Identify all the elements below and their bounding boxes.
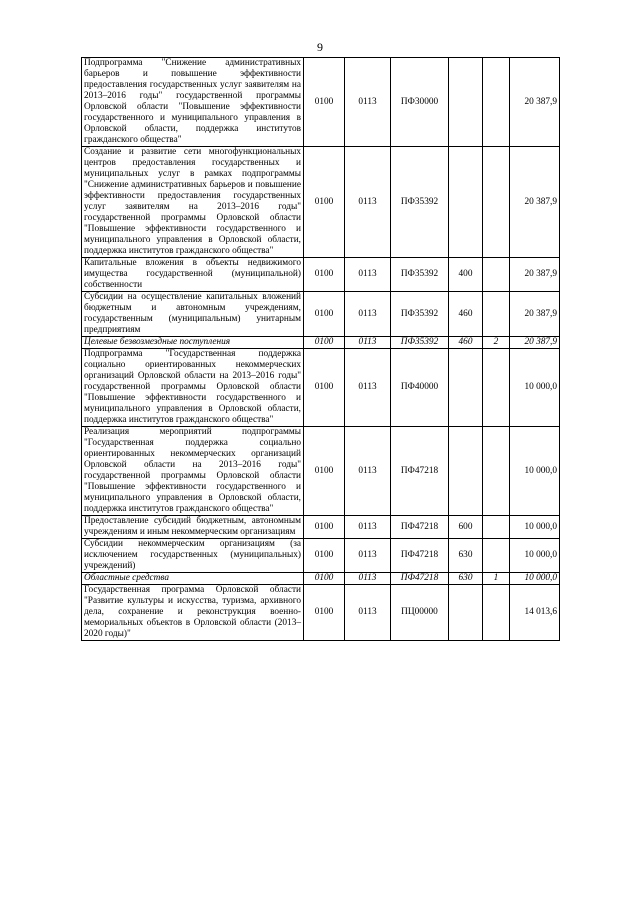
budget-table-body (82, 58, 560, 641)
table-row (82, 427, 560, 516)
row-expense-type (449, 147, 483, 258)
row-expense-type: 460 (449, 337, 483, 349)
row-sum: 14 013,6 (510, 585, 560, 641)
table-row (82, 516, 560, 539)
row-source-code (483, 585, 510, 641)
row-section: 0100 (304, 349, 345, 427)
row-sum: 20 387,9 (510, 337, 560, 349)
row-source-code (483, 258, 510, 292)
row-target-article: ПФ47218 (391, 516, 449, 539)
row-name: Создание и развитие сети многофункциональных центров предоставления государственных и муниципальных услуг в рамках подпрограммы "Снижение административных барьеров и повышение эффективности предоставления государственных услуг заявителям на 2013–2016 годы" государственной программы Орловской области "Повышение эффективности государственного и муниципального управления в Орловской области, поддержка институтов гражданского общества" (82, 147, 304, 258)
row-name: Капитальные вложения в объекты недвижимого имущества государственной (муниципальной) собственности (82, 258, 304, 292)
row-target-article: ПФ40000 (391, 349, 449, 427)
row-source-code (483, 349, 510, 427)
row-target-article: ПФ47218 (391, 539, 449, 573)
row-target-article: ПЦ00000 (391, 585, 449, 641)
row-subsection: 0113 (345, 539, 391, 573)
row-section: 0100 (304, 147, 345, 258)
row-subsection: 0113 (345, 292, 391, 337)
row-target-article: ПФ35392 (391, 337, 449, 349)
row-subsection: 0113 (345, 147, 391, 258)
row-name: Государственная программа Орловской области "Развитие культуры и искусства, туризма, архивного дела, сохранение и реконструкция военно-мемориальных объектов в Орловской области (2013–2020 годы)" (82, 585, 304, 641)
row-expense-type (449, 349, 483, 427)
table-row (82, 573, 560, 585)
row-source-code (483, 147, 510, 258)
table-row (82, 585, 560, 641)
row-subsection: 0113 (345, 585, 391, 641)
row-sum: 20 387,9 (510, 147, 560, 258)
row-expense-type (449, 427, 483, 516)
table-row (82, 147, 560, 258)
row-name: Подпрограмма "Государственная поддержка социально ориентированных некоммерческих организаций Орловской области на 2013–2016 годы" государственной программы Орловской области "Повышение эффективности государственного и муниципального управления в Орловской области, поддержка институтов гражданского общества" (82, 349, 304, 427)
row-sum: 20 387,9 (510, 58, 560, 147)
row-sum: 20 387,9 (510, 292, 560, 337)
row-section: 0100 (304, 573, 345, 585)
budget-table (81, 57, 560, 641)
row-sum: 10 000,0 (510, 573, 560, 585)
row-expense-type: 600 (449, 516, 483, 539)
row-sum: 10 000,0 (510, 516, 560, 539)
row-expense-type: 630 (449, 573, 483, 585)
table-row (82, 258, 560, 292)
row-expense-type (449, 585, 483, 641)
row-name: Предоставление субсидий бюджетным, автономным учреждениям и иным некоммерческим организациям (82, 516, 304, 539)
row-target-article: ПФ47218 (391, 573, 449, 585)
row-source-code (483, 539, 510, 573)
row-target-article: ПФ35392 (391, 292, 449, 337)
row-section: 0100 (304, 58, 345, 147)
row-name: Субсидии некоммерческим организациям (за исключением государственных (муниципальных) учреждений) (82, 539, 304, 573)
row-target-article: ПФ35392 (391, 258, 449, 292)
row-section: 0100 (304, 539, 345, 573)
row-expense-type: 630 (449, 539, 483, 573)
row-source-code (483, 292, 510, 337)
row-source-code (483, 58, 510, 147)
row-expense-type: 460 (449, 292, 483, 337)
row-section: 0100 (304, 292, 345, 337)
row-section: 0100 (304, 516, 345, 539)
row-target-article: ПФ30000 (391, 58, 449, 147)
row-name: Реализация мероприятий подпрограммы "Государственная поддержка социально ориентированных некоммерческих организаций Орловской области на 2013–2016 годы" государственной программы Орловской области "Повышение эффективности государственного и муниципального управления в Орловской области, поддержка институтов гражданского общества" (82, 427, 304, 516)
row-sum: 10 000,0 (510, 539, 560, 573)
row-section: 0100 (304, 427, 345, 516)
row-section: 0100 (304, 337, 345, 349)
row-subsection: 0113 (345, 58, 391, 147)
row-source-code: 2 (483, 337, 510, 349)
row-subsection: 0113 (345, 427, 391, 516)
row-name: Целевые безвозмездные поступления (82, 337, 304, 349)
row-subsection: 0113 (345, 573, 391, 585)
row-source-code (483, 516, 510, 539)
page-number: 9 (317, 40, 323, 54)
row-source-code (483, 427, 510, 516)
row-section: 0100 (304, 585, 345, 641)
table-row (82, 337, 560, 349)
table-row (82, 539, 560, 573)
row-expense-type: 400 (449, 258, 483, 292)
row-source-code: 1 (483, 573, 510, 585)
row-sum: 20 387,9 (510, 258, 560, 292)
row-name: Областные средства (82, 573, 304, 585)
row-subsection: 0113 (345, 349, 391, 427)
row-section: 0100 (304, 258, 345, 292)
row-subsection: 0113 (345, 258, 391, 292)
row-target-article: ПФ47218 (391, 427, 449, 516)
row-expense-type (449, 58, 483, 147)
row-subsection: 0113 (345, 337, 391, 349)
row-target-article: ПФ35392 (391, 147, 449, 258)
row-name: Подпрограмма "Снижение административных барьеров и повышение эффективности предоставления государственных услуг заявителям на 2013–2016 годы" государственной программы Орловской области "Повышение эффективности государственного и муниципального управления в Орловской области, поддержка институтов гражданского общества" (82, 58, 304, 147)
table-row (82, 58, 560, 147)
row-name: Субсидии на осуществление капитальных вложений бюджетным и автономным учреждениям, государственным (муниципальным) унитарным предприятиям (82, 292, 304, 337)
row-sum: 10 000,0 (510, 427, 560, 516)
row-sum: 10 000,0 (510, 349, 560, 427)
table-row (82, 349, 560, 427)
row-subsection: 0113 (345, 516, 391, 539)
table-row (82, 292, 560, 337)
